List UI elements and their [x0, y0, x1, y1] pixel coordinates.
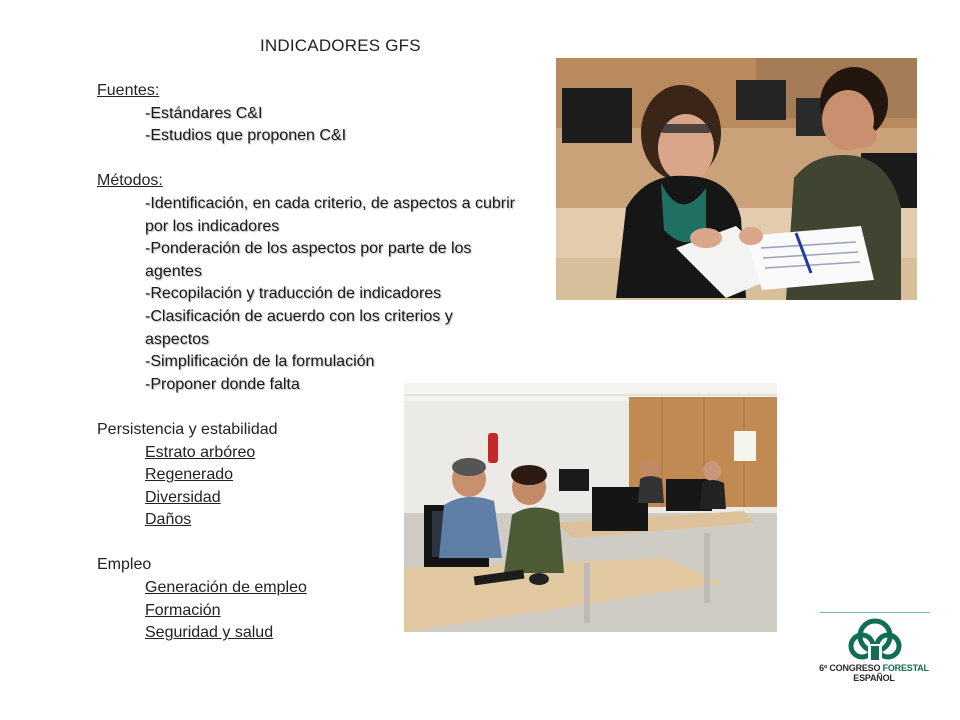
empleo-link[interactable]: Formación: [145, 601, 221, 619]
congress-logo-text: 6º CONGRESO FORESTAL ESPAÑOL: [819, 663, 929, 683]
metodos-item: -Simplificación de la formulación: [145, 353, 375, 371]
fuentes-item: -Estándares C&I: [145, 104, 263, 122]
persistencia-link[interactable]: Daños: [145, 511, 192, 529]
empleo-link[interactable]: Generación de empleo: [145, 579, 307, 597]
computer-lab-photo: [404, 383, 777, 632]
metodos-item: -Ponderación de los aspectos por parte de los agentes: [145, 240, 472, 280]
metodos-item: -Identificación, en cada criterio, de aspectos a cubrir por los indicadores: [145, 194, 515, 235]
persistencia-link[interactable]: Regenerado: [145, 466, 234, 484]
congress-logo: [818, 618, 930, 688]
fuentes-item: -Estudios que proponen C&I: [145, 127, 347, 145]
empleo-link[interactable]: Seguridad y salud: [145, 624, 274, 642]
congress-logo-icon: [848, 618, 902, 662]
metodos-heading: Métodos:: [97, 172, 163, 190]
empleo-heading: Empleo: [97, 556, 152, 574]
fuentes-heading: Fuentes:: [97, 82, 160, 99]
logo-divider: [820, 612, 930, 613]
workshop-photo-participants: [556, 58, 917, 300]
persistencia-link[interactable]: Diversidad: [145, 488, 221, 506]
metodos-item: -Proponer donde falta: [145, 375, 300, 393]
metodos-item: -Clasificación de acuerdo con los criterios y aspectos: [145, 307, 453, 348]
persistencia-link[interactable]: Estrato arbóreo: [145, 443, 256, 461]
persistencia-heading: Persistencia y estabilidad: [97, 420, 278, 438]
slide-title: INDICADORES GFS: [260, 36, 421, 55]
metodos-item: -Recopilación y traducción de indicadores: [145, 285, 442, 303]
